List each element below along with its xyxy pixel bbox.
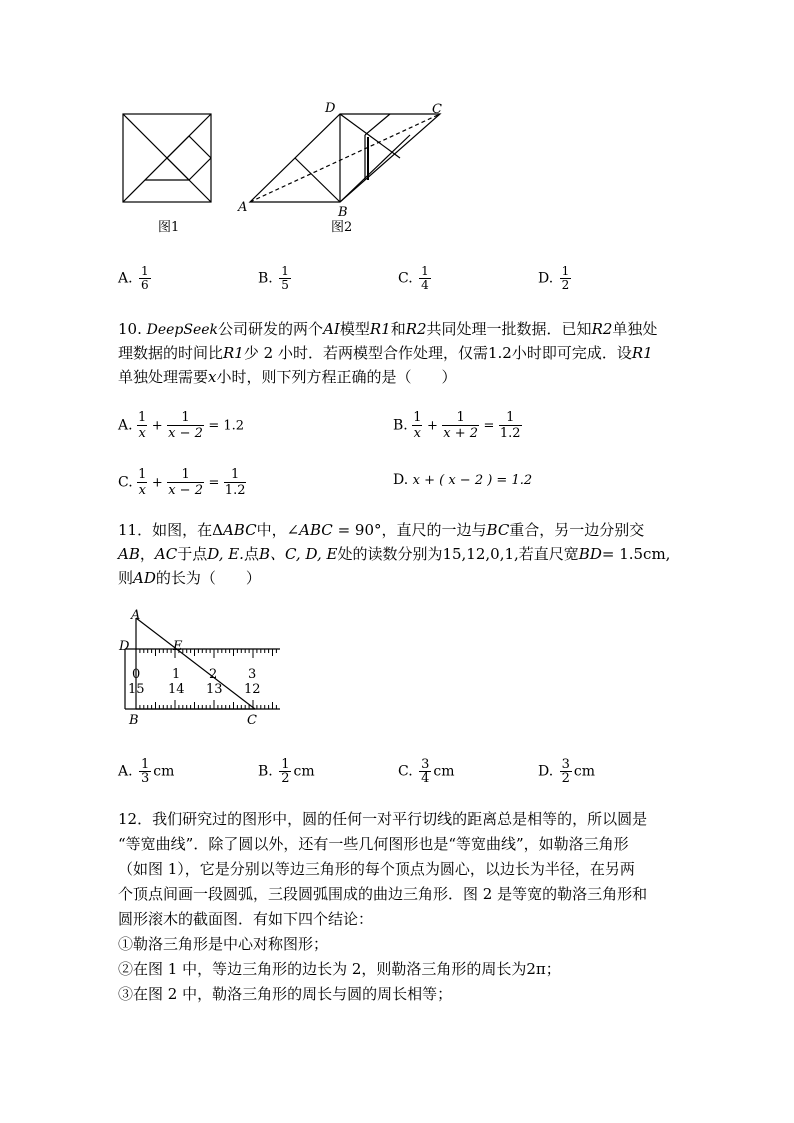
q11-option-b: B. $\frac{1}{2}$ cm [258,757,315,786]
q11-ruler-figure [115,606,290,731]
ruler-top-2: 2 [209,667,218,682]
fig1-caption: 图1 [158,220,180,235]
q10-line-2: 理数据的时间比R1少 2 小时．若两模型合作处理，仅需1.2小时即可完成．设R1 [118,344,653,362]
q9-option-d: D. $\frac{1}{2}$ [538,264,570,292]
ruler-ticks-top [136,649,276,658]
ruler-ticks-bottom [136,700,276,709]
label-D: D [325,101,336,116]
q12-line-8: ③在图 2 中，勒洛三角形的周长与圆的周长相等； [118,985,453,1003]
fig-label-C: C [247,713,257,728]
ruler-top-3: 3 [248,667,257,682]
q10-line-1: 10. DeepSeek公司研发的两个AI模型R1和R2共同处理一批数据．已知R2单独处 [118,320,658,338]
q11-line-1: 11．如图，在ΔABC中，∠ABC = 90°，直尺的一边与BC重合，另一边分别交 [118,521,645,539]
label-C: C [432,102,442,117]
q12-line-3: （如图 1），它是分别以等边三角形的每个顶点为圆心，以边长为半径，在另两 [118,860,635,878]
q11-option-c: C. $\frac{3}{4}$ cm [398,757,455,786]
label-A: A [238,200,248,215]
q11-line-3: 则AD的长为（ ） [118,569,261,587]
q9-option-a: A. $\frac{1}{6}$ [118,264,149,292]
fig-label-E: E [173,639,183,654]
q11-option-a: A. $\frac{1}{3}$ cm [118,757,175,786]
q11-line-2: AB，AC于点D, E.点B、C, D, E处的读数分别为15,12,0,1,若直尺宽BD= 1.5cm, [118,545,671,563]
figure-2-parallelogram [250,114,440,202]
q12-line-5: 圆形滚木的截面图．有如下四个结论： [118,910,374,928]
q10-option-a: A. $\frac{1}{x}$ + $\frac{1}{x - 2}$ = 1.2 [118,410,245,441]
q12-line-7: ②在图 1 中，等边三角形的边长为 2，则勒洛三角形的周长为2π； [118,960,561,978]
q10-option-b: B. $\frac{1}{x}$ + $\frac{1}{x + 2}$ = $\frac{1}{1.2}$ [393,410,521,441]
q9-option-c: C. $\frac{1}{4}$ [398,264,429,292]
label-B: B [338,205,348,220]
q12-line-1: 12．我们研究过的图形中，圆的任何一对平行切线的距离总是相等的，所以圆是 [118,810,648,828]
q12-line-4: 个顶点间画一段圆弧，三段圆弧围成的曲边三角形．图 2 是等宽的勒洛三角形和 [118,885,648,903]
q11-option-d: D. $\frac{3}{2}$ cm [538,757,596,786]
figure-1-tangram [123,114,211,202]
ruler-bot-12: 12 [244,682,261,697]
fig2-caption: 图2 [331,220,353,235]
tangram-figures [110,95,470,245]
fig-label-B: B [129,713,139,728]
ruler-top-1: 1 [172,667,181,682]
ruler-bot-15: 15 [128,682,145,697]
q12-line-2: “等宽曲线”．除了圆以外，还有一些几何图形也是“等宽曲线”，如勒洛三角形 [118,835,629,853]
ruler-bot-14: 14 [168,682,185,697]
q10-line-3: 单独处理需要x小时，则下列方程正确的是（ ） [118,368,457,386]
fig-label-D: D [119,639,130,654]
q9-option-b: B. $\frac{1}{5}$ [258,264,289,292]
fig-label-A: A [131,608,141,623]
q10-option-c: C. $\frac{1}{x}$ + $\frac{1}{x - 2}$ = $\frac{1}{1.2}$ [118,467,246,498]
ruler-bot-13: 13 [206,682,223,697]
ruler-top-0: 0 [132,667,141,682]
q10-option-d: D. x + ( x − 2 ) = 1.2 [393,472,533,488]
q12-line-6: ①勒洛三角形是中心对称图形； [118,935,329,953]
